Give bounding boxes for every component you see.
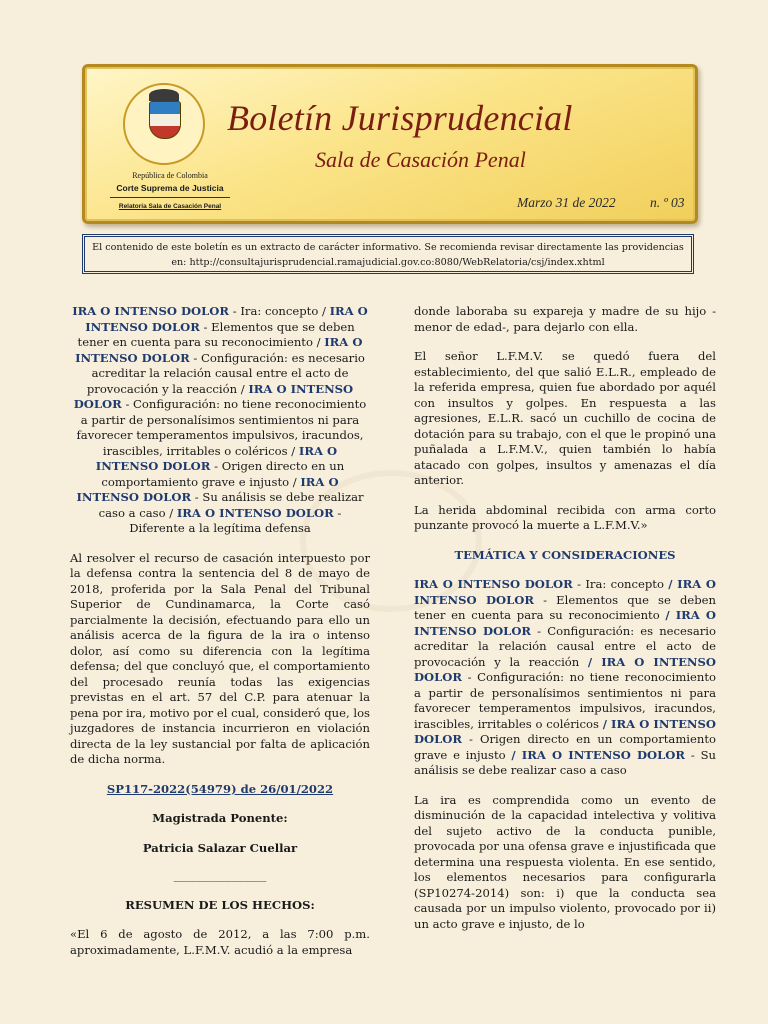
descriptor-text: - Configuración: no tiene reconocimiento a partir de personalísimos sentimientos ni para favorecer temperamentos impulsivos, iracundos, irascibles, irritables o coléricos <box>414 670 716 731</box>
descriptor-summary-right <box>414 577 716 779</box>
descriptor-keyword: IRA O INTENSO DOLOR <box>414 577 573 591</box>
descriptor-text: - Ira: concepto <box>572 577 669 591</box>
page-title: Boletín Jurisprudencial <box>227 98 573 138</box>
descriptor-keyword: IRA O INTENSO DOLOR <box>85 304 368 334</box>
facts-header: RESUMEN DE LOS HECHOS: <box>125 897 315 912</box>
facts-paragraph: «El 6 de agosto de 2012, a las 7:00 p.m. aproximadamente, L.F.M.V. acudió a la empresa <box>70 927 370 957</box>
descriptor-text: - Diferente a la legítima defensa <box>129 505 342 535</box>
descriptor-text: - Configuración: es necesario acreditar la relación causal entre el acto de provocación y la reacción / <box>86 350 365 396</box>
facts-paragraph-3: La herida abdominal recibida con arma corto punzante provocó la muerte a L.F.M.V.» <box>414 502 716 532</box>
coat-of-arms-icon <box>123 83 205 165</box>
descriptor-summary <box>70 304 370 537</box>
descriptor-keyword: IRA O INTENSO DOLOR <box>73 381 354 411</box>
descriptor-text: - Ira: concepto / <box>229 304 330 318</box>
case-reference-link[interactable]: SP117-2022(54979) de 26/01/2022 <box>106 781 334 796</box>
page-subtitle: Sala de Casación Penal <box>315 147 526 172</box>
disclaimer-link[interactable]: en: http://consultajurisprudencial.ramajudicial.gov.co:8080/WebRelatoria/csj/index.xhtml <box>171 257 605 268</box>
magistrate-label: Magistrada Ponente: <box>152 811 288 825</box>
emblem-court: Corte Suprema de Justicia <box>116 183 224 193</box>
descriptor-keyword: / IRA O INTENSO DOLOR <box>414 716 716 746</box>
descriptor-text: - Elementos que se deben tener en cuenta para su reconocimiento / <box>77 319 355 349</box>
emblem-relatoria: Relatoría Sala de Casación Penal <box>118 203 222 210</box>
descriptor-text: - Su análisis se debe realizar caso a caso / <box>98 490 364 520</box>
issue-number: n. º 03 <box>650 195 685 210</box>
descriptor-text: - Su análisis se debe realizar caso a caso <box>414 747 716 777</box>
body-paragraph: La ira es comprendida como un evento de disminución de la capacidad intelectiva y volitiva del sujeto activo de la conducta punible, provocada por una ofensa grave e injustificada que determina una respuesta violenta. En ese sentido, los elementos necesarios para configurarla (SP10274-2014) son: i) que la conducta sea causada por un impulso violento, provocado por ii) un acto grave e injusto, de lo <box>414 792 716 931</box>
descriptor-text: - Configuración: es necesario acreditar la relación causal entre el acto de provocación y la reacción <box>414 623 716 669</box>
intro-paragraph: Al resolver el recurso de casación interpuesto por la defensa contra la sentencia del 8 de mayo de 2018, proferida por la Sala Penal del Tribunal Superior de Cundinamarca, la Corte casó parcialmente la decisión, efectuando para ello un análisis acerca de la figura de la ira o intenso dolor, así como su diferencia con la legítima defensa; del que concluyó que, el comportamiento del procesado reunía todas las exigencias previstas en el art. 57 del C.P. para atenuar la pena por ira, motivo por el cual, consideró que, los juzgadores de instancia incurrieron en violación directa de la ley sustancial por falta de aplicación de dicha norma. <box>70 550 370 766</box>
descriptor-text: - Elementos que se deben tener en cuenta para su reconocimiento <box>414 592 716 622</box>
header-banner <box>82 64 698 224</box>
right-column <box>414 304 716 946</box>
section-header: TEMÁTICA Y CONSIDERACIONES <box>454 547 676 562</box>
facts-paragraph-2: El señor L.F.M.V. se quedó fuera del establecimiento, del que salió E.L.R., empleado de la referida empresa, quien fue abordado por aquél con insultos y golpes. En respuesta a las agresiones, E.L.R. sacó un cuchillo de cocina de dotación para su trabajo, con el que le propinó una puñalada a L.F.M.V., quien también lo había atacado con golpes, insultos y amenazas el día anterior. <box>414 349 716 487</box>
descriptor-text: - Origen directo en un comportamiento grave e injusto / <box>101 459 345 489</box>
descriptor-keyword: / IRA O INTENSO DOLOR <box>414 654 716 684</box>
magistrate-name: Patricia Salazar Cuellar <box>142 840 298 855</box>
descriptor-text: - Origen directo en un comportamiento grave e injusto <box>414 732 716 762</box>
descriptor-keyword: IRA O INTENSO DOLOR <box>75 335 363 365</box>
descriptor-text: - Configuración: no tiene reconocimiento a partir de personalísimos sentimientos ni para favorecer temperamentos impulsivos, iracundos, irascibles, irritables o coléricos / <box>76 397 367 458</box>
condor-icon <box>149 89 179 101</box>
emblem-divider <box>110 197 230 198</box>
facts-continued: donde laboraba su expareja y madre de su hijo -menor de edad-, para dejarlo con ella. <box>414 304 716 334</box>
descriptor-keyword: IRA O INTENSO DOLOR <box>76 474 339 504</box>
disclaimer-line-1: El contenido de este boletín es un extracto de carácter informativo. Se recomienda revisar directamente las providencias <box>92 242 684 253</box>
descriptor-keyword: / IRA O INTENSO DOLOR <box>414 577 716 607</box>
separator: ________________ <box>173 868 267 882</box>
descriptor-keyword: / IRA O INTENSO DOLOR <box>511 747 686 762</box>
disclaimer-notice <box>82 234 694 274</box>
shield-icon <box>149 101 181 139</box>
descriptor-keyword: IRA O INTENSO DOLOR <box>95 443 338 473</box>
descriptor-keyword: IRA O INTENSO DOLOR <box>176 505 334 520</box>
descriptor-keyword: IRA O INTENSO DOLOR <box>72 304 230 318</box>
issue-date: Marzo 31 de 2022 <box>517 195 616 210</box>
left-column <box>70 304 370 972</box>
emblem-country: República de Colombia <box>132 171 208 180</box>
descriptor-keyword: / IRA O INTENSO DOLOR <box>414 608 716 638</box>
